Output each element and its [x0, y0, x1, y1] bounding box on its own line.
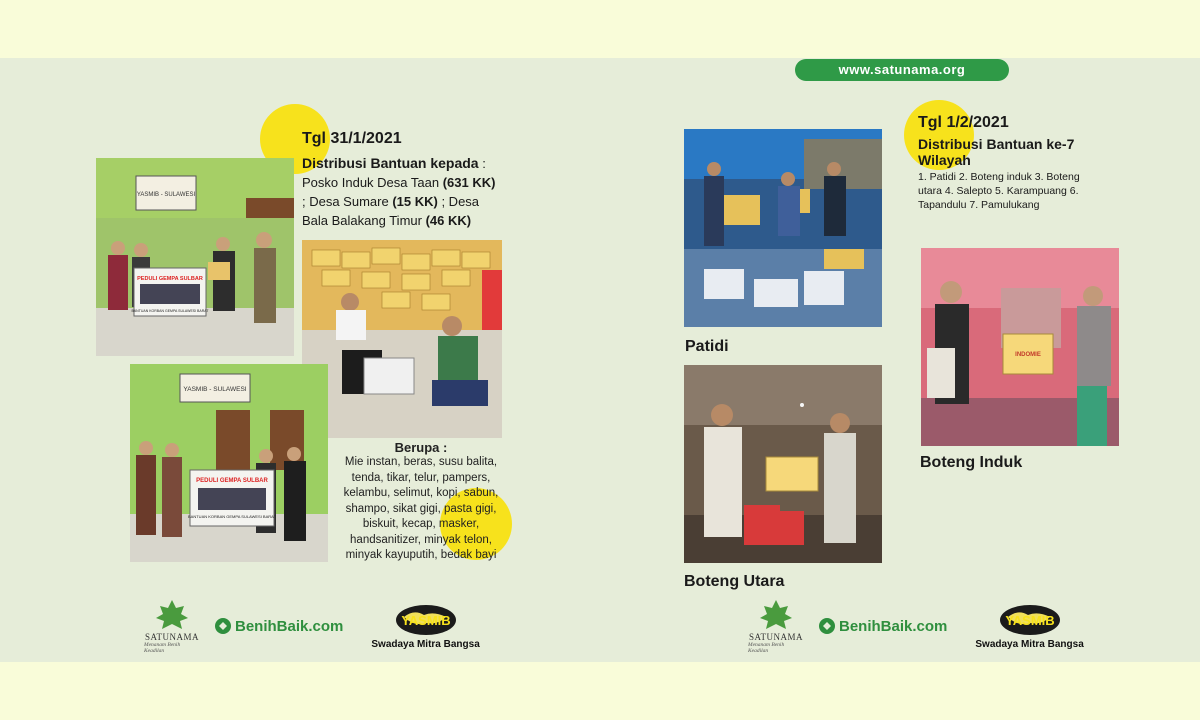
berupa-line: shampo, sikat gigi, pasta gigi, [345, 502, 497, 515]
satunama-logo-right[interactable]: SATUNAMA Menanam Benih Keadilan [748, 598, 804, 654]
left-logo-row [144, 598, 480, 654]
right-location-list [918, 170, 1118, 212]
caption-boteng-induk: Boteng Induk [920, 454, 1023, 471]
berupa-line: biskuit, kecap, masker, [362, 518, 480, 530]
right-dist-title-2: Wilayah [918, 152, 971, 168]
benihbaik-leaf-icon [818, 617, 836, 635]
yasmib-wordmark: YASMIB [1004, 612, 1055, 628]
berupa-line: kelambu, selimut, kopi, sabun, [343, 487, 499, 499]
berupa-line: handsanitizer, minyak telon, [350, 533, 492, 546]
berupa-title: Berupa : [394, 440, 448, 455]
berupa-block [328, 440, 514, 564]
caption-patidi: Patidi [685, 338, 729, 355]
banner-2-sub: BANTUAN KORBAN GEMPA SULAWESI BARAT [188, 514, 276, 519]
left-date: Tgl 31/1/2021 [302, 130, 402, 147]
banner-2-text: PEDULI GEMPA SULBAR [196, 478, 268, 484]
yasmib-globe-icon [394, 603, 458, 637]
satunama-leaf-icon [758, 598, 794, 632]
left-dist-line-1: Posko Induk Desa Taan (631 KK) [302, 175, 496, 190]
photo-packing-goods [302, 240, 502, 438]
banner-1-text: PEDULI GEMPA SULBAR [137, 276, 203, 282]
location-line: 1. Patidi 2. Boteng induk 3. Boteng [918, 171, 1080, 183]
location-line: utara 4. Salepto 5. Karampuang 6. [918, 185, 1079, 197]
banner-1-sub: BANTUAN KORBAN GEMPA SULAWESI BARAT [131, 309, 209, 313]
berupa-list [328, 455, 514, 564]
box-label-text: INDOMIE [1015, 352, 1041, 358]
left-dist-heading: Distribusi Bantuan kepada : [302, 155, 486, 171]
sign-2-text: YASMIB - SULAWESI [183, 386, 247, 393]
right-dist-title-1: Distribusi Bantuan ke-7 [918, 136, 1075, 152]
berupa-line: minyak kayuputih, bedak bayi [345, 549, 497, 561]
yasmib-logo-right[interactable]: YASMIB Swadaya Mitra Bangsa [975, 603, 1083, 650]
yasmib-logo[interactable]: YASMIB Swadaya Mitra Bangsa [371, 603, 479, 650]
right-date: Tgl 1/2/2021 [918, 114, 1009, 131]
site-url-badge[interactable]: www.satunama.org [795, 59, 1009, 81]
right-date-block [918, 114, 1118, 212]
benihbaik-logo-right[interactable]: BenihBaik.com [818, 617, 947, 635]
yasmib-globe-icon [998, 603, 1062, 637]
benihbaik-logo[interactable]: BenihBaik.com [214, 617, 343, 635]
left-dist-line-3: Bala Balakang Timur (46 KK) [302, 213, 472, 228]
photo-group-banner-2 [130, 364, 328, 562]
berupa-line: Mie instan, beras, susu balita, [344, 456, 498, 468]
photo-patidi [684, 129, 882, 327]
benihbaik-leaf-icon [214, 617, 232, 635]
satunama-logo[interactable]: SATUNAMA Menanam Benih Keadilan [144, 598, 200, 654]
caption-boteng-utara: Boteng Utara [684, 573, 785, 590]
left-date-block [302, 130, 542, 230]
sign-1-text: YASMIB - SULAWESI [136, 192, 196, 198]
satunama-leaf-icon [154, 598, 190, 632]
photo-boteng-utara [684, 365, 882, 563]
photo-boteng-induk [921, 248, 1119, 446]
right-logo-row [748, 598, 1084, 654]
left-dist-line-2: ; Desa Sumare (15 KK) ; Desa [302, 194, 480, 209]
photo-group-banner-1 [96, 158, 294, 356]
location-line: Tapandulu 7. Pamulukang [918, 199, 1040, 211]
bottom-band [0, 662, 1200, 720]
top-band [0, 0, 1200, 58]
berupa-line: tenda, tikar, telur, pampers, [351, 471, 491, 484]
yasmib-wordmark: YASMIB [400, 612, 451, 628]
